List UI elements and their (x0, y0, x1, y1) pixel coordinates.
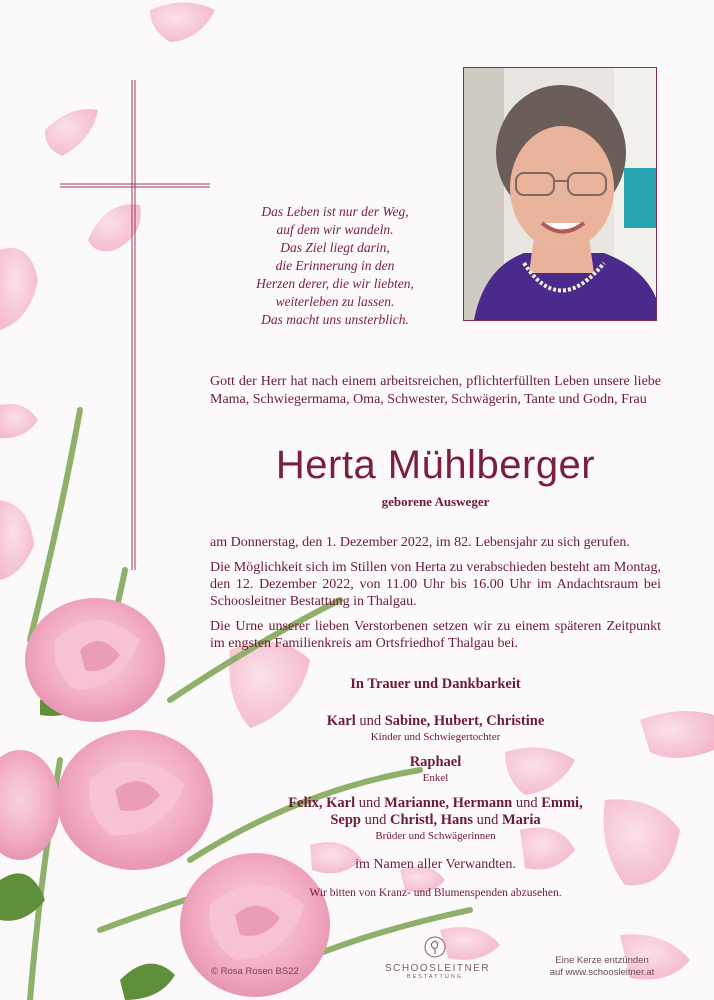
poem-line: Herzen derer, die wir liebten, (256, 276, 414, 291)
poem-line: die Erinnerung in den (275, 258, 395, 273)
candle-link[interactable] (540, 955, 664, 979)
mourner-name: Sabine, Hubert, Christine (384, 713, 545, 729)
conjunction: und (359, 713, 382, 729)
conjunction: und (515, 795, 538, 811)
maiden-name: geborene Ausweger (381, 494, 490, 509)
mourners-section (210, 676, 661, 899)
mourner-role: Brüder und Schwägerinnen (375, 830, 496, 842)
mourner-name: Karl (326, 713, 356, 729)
mourner-name: Sepp (330, 812, 361, 828)
cross-icon (60, 80, 210, 570)
farewell-paragraph: Die Möglichkeit sich im Stillen von Herta zu verabschieden besteht am Montag, den 12. Dezember 2022, von 11.00 Uhr bis 16.00 Uhr im Andachtsraum bei Schoosleitner Bestattung in Thalgau. (210, 560, 661, 609)
poem-line: weiterleben zu lassen. (275, 294, 395, 309)
death-date-paragraph: am Donnerstag, den 1. Dezember 2022, im 82. Lebensjahr zu sich gerufen. (210, 535, 630, 550)
logo-subtitle: BESTATTUNG (406, 974, 464, 980)
conjunction: und (364, 812, 387, 828)
mourner-role: Kinder und Schwiegertochter (370, 731, 501, 743)
mourner-group-children (210, 713, 661, 730)
conjunction: und (476, 812, 499, 828)
mourner-name: Raphael (409, 754, 462, 770)
candle-line: Eine Kerze entzünden (555, 955, 649, 966)
rose-logo-icon (424, 936, 446, 958)
relatives-line: im Namen aller Verwandten. (355, 857, 516, 872)
intro-text: Gott der Herr hat nach einem arbeitsreichen, pflichterfüllten Leben unsere liebe Mama, Schwiegermama, Oma, Schwester, Schwägerin, Tante und Godn, Frau (210, 374, 661, 407)
mourner-name: Maria (501, 812, 541, 828)
announcement-body (210, 534, 661, 660)
candle-url[interactable]: auf www.schoosleitner.at (549, 967, 655, 978)
mourner-name: Christl, Hans (389, 812, 473, 828)
deceased-name: Herta Mühlberger (275, 443, 596, 487)
poem-line: Das Leben ist nur der Weg, (261, 204, 409, 219)
mourner-group-grandchildren (210, 754, 661, 771)
logo-name: SCHOOSLEITNER (385, 963, 491, 974)
urn-paragraph: Die Urne unserer lieben Verstorbenen setzen wir zu einem späteren Zeitpunkt im engsten Familienkreis am Ortsfriedhof Thalgau bei. (210, 619, 661, 651)
mourner-group-siblings (210, 795, 661, 829)
mourner-name: Marianne, Hermann (384, 795, 513, 811)
donation-request: Wir bitten von Kranz- und Blumenspenden abzusehen. (309, 887, 562, 899)
funeral-home-logo (385, 936, 491, 980)
mourners-heading: In Trauer und Dankbarkeit (350, 676, 521, 692)
copyright-text: © Rosa Rosen BS22 (211, 966, 299, 977)
mourner-name: Emmi, (541, 795, 583, 811)
poem-line: Das Ziel liegt darin, (280, 240, 390, 255)
poem-line: Das macht uns unsterblich. (261, 312, 409, 327)
poem-line: auf dem wir wandeln. (276, 222, 394, 237)
portrait-image (464, 68, 656, 320)
mourner-name: Felix, Karl (288, 795, 356, 811)
portrait-photo (463, 67, 657, 321)
conjunction: und (358, 795, 381, 811)
mourner-role: Enkel (422, 772, 449, 784)
poem (225, 203, 445, 329)
